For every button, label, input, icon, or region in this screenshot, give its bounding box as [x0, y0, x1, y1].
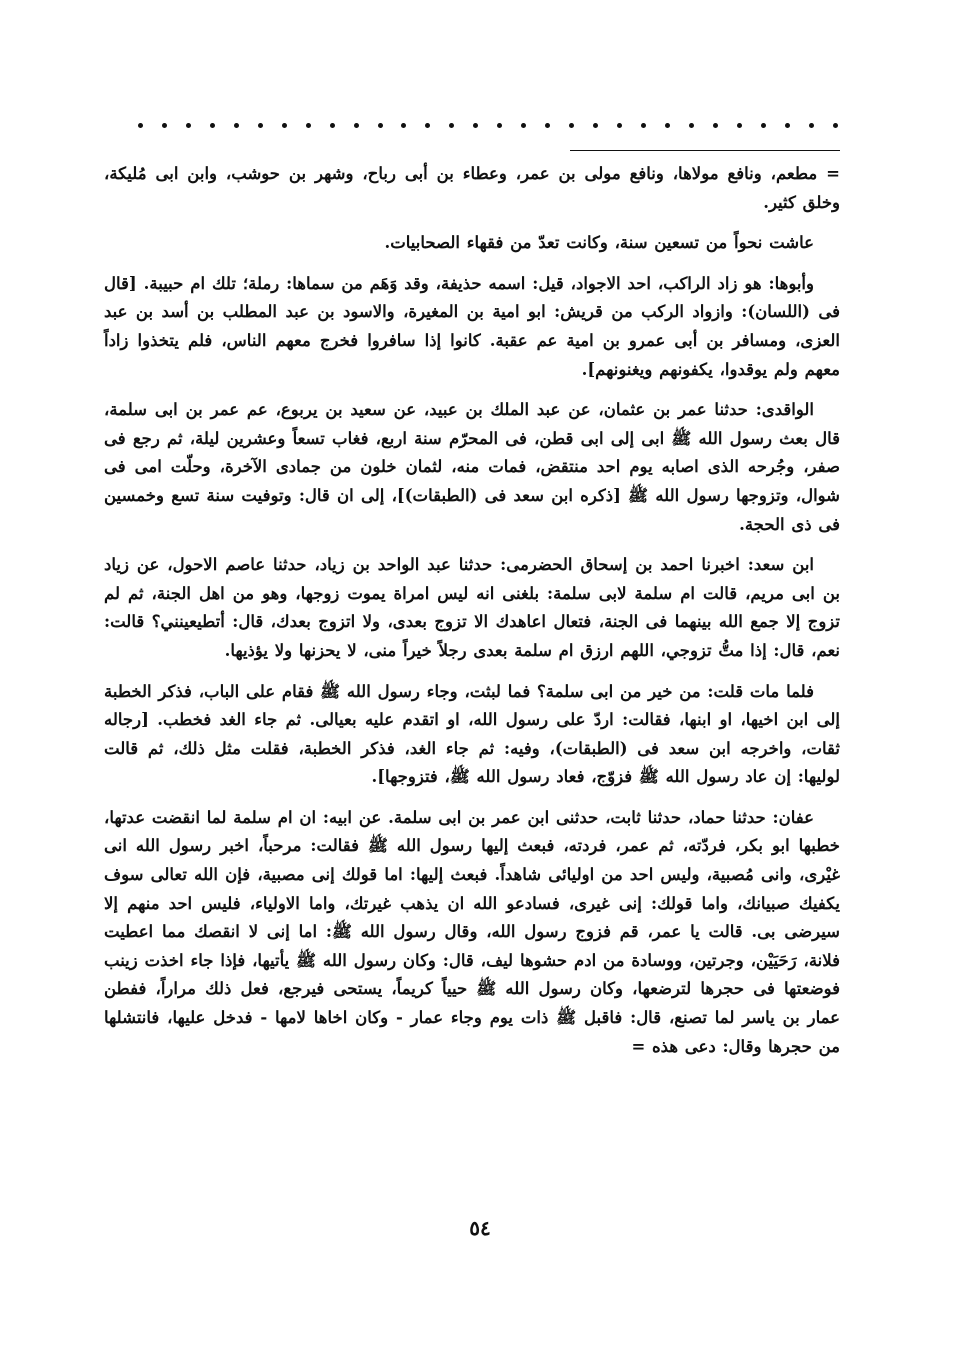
ornament-dot [282, 123, 287, 128]
ornament-dot [497, 123, 502, 128]
ornament-dot [833, 123, 838, 128]
ornament-dot [569, 123, 574, 128]
ornament-dot [186, 123, 191, 128]
ornament-dot [258, 123, 263, 128]
ornament-dot [737, 123, 742, 128]
paragraph-affan: عفان: حدثنا حماد، حدثنا ثابت، حدثنى ابن عمر بن ابى سلمة. عن ابيه: ان ام سلمة لما انقضت عدتها، خطبها ابو بكر، فردّته، ثم عمر، فردته، فبعث إليها رسول الله ﷺ فقالت: مرحباً، اخبر رسول الله انى غيْرى، وانى مُصبية، وليس احد من اوليائى شاهداً. فبعث إليها: اما قولك إنى مصبية، فإن الله تعالى سوف يكفيك صبيانك، واما قولك: إنى غيرى، فسادعو الله ان يذهب غيرتك، واما الاولياء، فليس احد منهم إلا سيرضى بى. قالت يا عمر، قم فزوج رسول الله، وقال رسول الله ﷺ: اما إنى لا انقصك مما اعطيت فلانة، رَحَيَيْن، وجرتين، ووسادة من ادم حشوها ليف، قال: وكان رسول الله ﷺ يأتيها، فإذا جاء اخذت زينب فوضعتها فى حجرها لترضعها، وكان رسول الله ﷺ حيياً كريماً، يستحى فيرجع، فعل ذلك مراراً، ففطن عمار بن ياسر لما تصنع، قال: فاقبل ﷺ ذات يوم وجاء عمار - وكان اخاها لامها - فدخل عليها، فانتشلها من حجرها وقال: دعى هذه = [104, 807, 840, 1056]
paragraph-proposal: فلما مات قلت: من خير من ابى سلمة؟ فما لبثت، وجاء رسول الله ﷺ فقام على الباب، فذكر الخطبة إلى ابن اخيها، او ابنها، فقالت: اردّ على رسول الله، او اتقدم عليه بعيالى. ثم جاء الغد فخطب. [رجاله ثقات، واخرجه ابن سعد فى (الطبقات)، وفيه: ثم جاء الغد، فذكر الخطبة، فقلت مثل ذلك، ثم قالت لوليها: إن عاد رسول الله ﷺ فزوّج، فعاد رسول الله ﷺ، فتزوجها]. [104, 681, 840, 787]
ornament-dot [689, 123, 694, 128]
footnote-separator-rule [570, 150, 840, 151]
page-number: ٥٤ [469, 1216, 491, 1240]
ornament-dot [521, 123, 526, 128]
ornament-dot [809, 123, 814, 128]
ornament-dot [210, 123, 215, 128]
ornament-dot [449, 123, 454, 128]
ornament-dot [761, 123, 766, 128]
paragraph-ibn-saad: ابن سعد: اخبرنا احمد بن إسحاق الحضرمى: حدثنا عبد الواحد بن زياد، حدثنا عاصم الاحول، عن زياد بن ابى مريم، قالت ام سلمة لابى سلمة: بلغنى انه ليس امراة يموت زوجها، وهو من اهل الجنة، ثم لم تزوج إلا جمع الله بينهما فى الجنة، فتعال اعاهدك الا تزوج بعدى، ولا اتزوج بعدك، قال: أتطيعينني؟ قالت: نعم، قال: إذا متُّ تزوجي، اللهم ارزق ام سلمة بعدى رجلاً خيراً منى، لا يحزنها ولا يؤذيها. [104, 555, 840, 660]
paragraph-father: وأبوها: هو زاد الراكب، احد الاجواد، قيل: اسمه حذيفة، وقد وَهَم من سماها: رملة؛ تلك ام حبيبة. [قال فى (اللسان): وازواد الركب من قريش: ابو امية بن المغيرة، والاسود بن عبد المطلب بن أسد بن عبد العزى، ومسافر بن أبى عمرو بن امية عم عقبة. كانوا إذا سافروا فخرج معهم الناس، فلم يتخذوا زاداً معهم ولم يوقدوا، يكفونهم ويغنونهم]. [104, 273, 840, 379]
header-ornament [138, 118, 838, 132]
ornament-dot [785, 123, 790, 128]
ornament-dot [401, 123, 406, 128]
paragraph-waqidi: الواقدى: حدثنا عمر بن عثمان، عن عبد الملك بن عبيد، عن سعيد بن يربوع، عم عمر بن ابى سلمة، قال بعث رسول الله ﷺ ابى إلى ابى قطن، فى المحرّم سنة اربع، فغاب تسعاً وعشرين ليلة، ثم رجع فى صفر، وجُرحه الذى اصابه يوم احد منتقض، فمات منه، لثمان خلون من جمادى الآخرة، وحلّت امى فى شوال، وتزوجها رسول الله ﷺ [ذكره ابن سعد فى (الطبقات)]، إلى ان قال: وتوفيت سنة تسع وخمسين فى ذى الحجة. [104, 400, 840, 534]
ornament-dot [378, 123, 383, 128]
ornament-dot [665, 123, 670, 128]
ornament-dot [617, 123, 622, 128]
ornament-dot [162, 123, 167, 128]
ornament-dot [234, 123, 239, 128]
paragraph-lifespan: عاشت نحواً من تسعين سنة، وكانت تعدّ من فقهاء الصحابيات. [384, 233, 814, 253]
ornament-dot [425, 123, 430, 128]
page-body [104, 160, 840, 1073]
ornament-dot [545, 123, 550, 128]
ornament-dot [641, 123, 646, 128]
ornament-dot [138, 123, 143, 128]
ornament-dot [306, 123, 311, 128]
paragraph-continuation: = مطعم، ونافع مولاها، ونافع مولى بن عمر، وعطاء بن أبى رباح، وشهر بن حوشب، وابن ابى مُليكة، وخلق كثير. [104, 164, 840, 212]
ornament-dot [473, 123, 478, 128]
ornament-dot [713, 123, 718, 128]
ornament-dot [330, 123, 335, 128]
ornament-dot [354, 123, 359, 128]
ornament-dot [593, 123, 598, 128]
